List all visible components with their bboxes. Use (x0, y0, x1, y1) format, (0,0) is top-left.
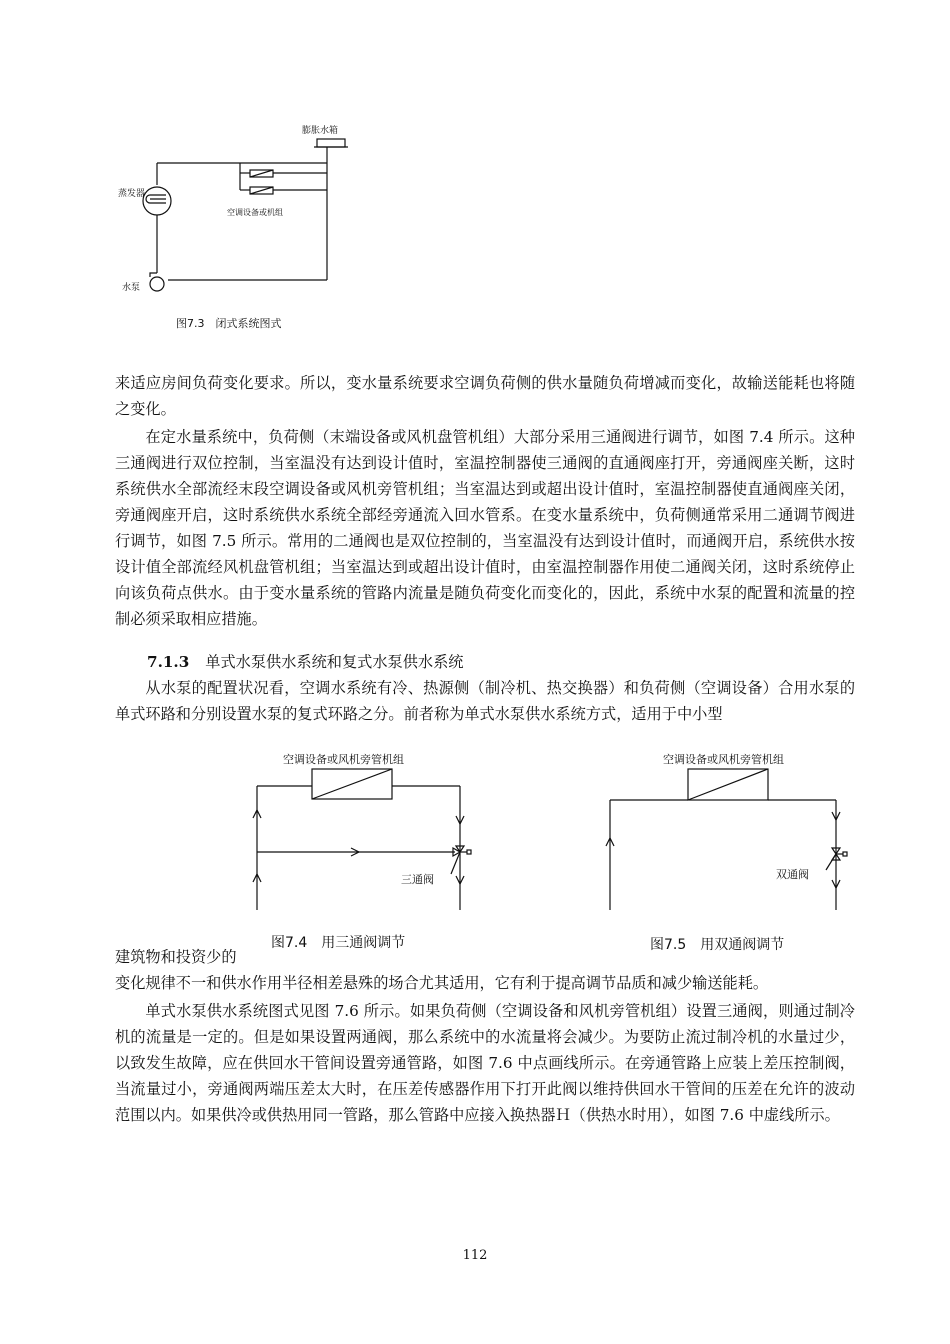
figure-7-5-caption: 图7.5 用双通阀调节 (650, 937, 785, 953)
figure-7-4-caption: 图7.4 用三通阀调节 (271, 935, 406, 951)
tank-label: 膨胀水箱 (302, 126, 339, 136)
figure-7-5 (598, 752, 858, 920)
section-title: 单式水泵供水系统和复式水泵供水系统 (205, 653, 464, 671)
figure-7-5-top-label: 空调设备或风机旁管机组 (663, 753, 784, 766)
paragraph-2: 在定水量系统中，负荷侧（末端设备或风机盘管机组）大部分采用三通阀进行调节，如图 7.4 所示。这种三通阀进行双位控制，当室温没有达到设计值时，室温控制器使三通阀的直通阀座打开，旁通阀座关断，这时系统供水全部流经末段空调设备或风机旁管机组；当室温达到或超出设计值时，室温控制器使直通阀座关闭，旁通阀座开启，这时系统供水系统全部经旁通流入回水管系。在变水量系统中，负荷侧通常采用二通调节阀进行调节，如图 7.5 所示。常用的二通阀也是双位控制的，当室温没有达到设计值时，而通阀开启，系统供水按设计值全部流经风机盘管机组；当室温达到或超出设计值时，由室温控制器作用使二通阀关闭，这时系统停止向该负荷点供水。由于变水量系统的管路内流量是随负荷变化而变化的，因此，系统中水泵的配置和流量的控制必须采取相应措施。 (115, 428, 855, 628)
three-way-valve-label: 三通阀 (401, 873, 434, 886)
paragraph-4-line-1: 建筑物和投资少的 (115, 948, 237, 966)
evaporator (143, 187, 171, 215)
two-way-valve-label: 双通阀 (776, 868, 809, 881)
paragraph-1: 来适应房间负荷变化要求。所以，变水量系统要求空调负荷侧的供水量随负荷增减而变化，故输送能耗也将随之变化。 (115, 374, 855, 418)
figure-7-5-diagram (598, 752, 858, 920)
figure-7-4 (245, 752, 485, 920)
page-number: 112 (462, 1248, 488, 1263)
paragraph-5: 单式水泵供水系统图式见图 7.6 所示。如果负荷侧（空调设备和风机旁管机组）设置三通阀，则通过制冷机的流量是一定的。但是如果设置两通阀，那么系统中的水流量将会减少。为要防止流过制冷机的水量过少，以致发生故障，应在供回水干管间设置旁通管路，如图 7.6 中点画线所示。在旁通管路上应装上差压控制阀，当流量过小，旁通阀两端压差太大时，在压差传感器作用下打开此阀以维持供回水干管间的压差在允许的波动范围以内。如果供冷或供热用同一管路，那么管路中应接入换热器Ｈ（供热水时用），如图 7.6 中虚线所示。 (115, 1002, 855, 1124)
figure-7-4-diagram (245, 752, 485, 920)
chiller-label: 蒸发器 (118, 189, 146, 199)
section-number: 7.1.3 (147, 653, 190, 671)
figure-7-3-diagram (110, 115, 360, 315)
terminal-label: 空调设备或机组 (227, 208, 283, 217)
section-heading (147, 649, 463, 675)
figure-7-3 (110, 115, 360, 315)
figure-7-3-caption: 图7.3 闭式系统图式 (176, 317, 282, 330)
pump-label: 水泵 (122, 283, 141, 293)
pump (150, 277, 164, 291)
expansion-tank (317, 139, 345, 147)
paragraph-4-line-2: 变化规律不一和供水作用半径相差悬殊的场合尤其适用，它有利于提高调节品质和减少输送能耗。 (115, 974, 769, 992)
figure-7-4-top-label: 空调设备或风机旁管机组 (283, 753, 404, 766)
paragraph-3: 从水泵的配置状况看，空调水系统有冷、热源侧（制冷机、热交换器）和负荷侧（空调设备）合用水泵的单式环路和分别设置水泵的复式环路之分。前者称为单式水泵供水系统方式，适用于中小型 (115, 679, 855, 723)
